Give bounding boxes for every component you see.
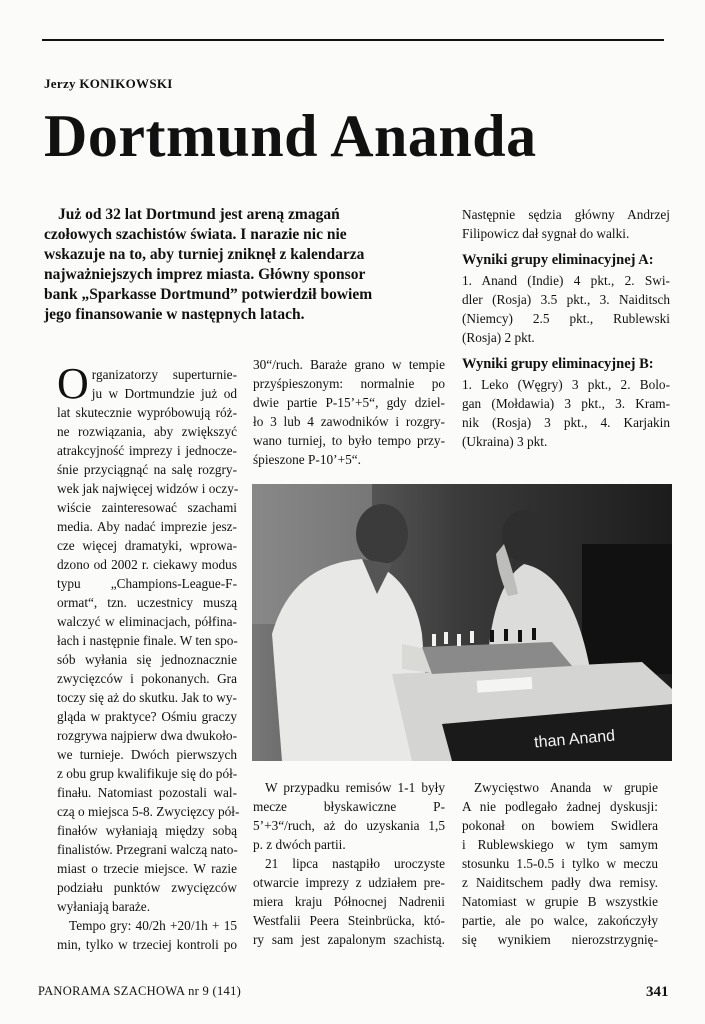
author-byline: Jerzy KONIKOWSKI (44, 76, 173, 91)
text-line: 21 lipca nastąpiło uroczyste (265, 856, 445, 871)
text-line: sób wyłania się jednoznacznie (57, 652, 237, 667)
text-line: miast o trzecie miejsce. W razie (57, 861, 237, 876)
text-line: ne rozwiązania, aby zwiększyć (57, 424, 237, 439)
text-line: gan (Mołdawia) 3 pkt., 3. Kram- (462, 396, 670, 411)
text-line: (Ukraina) 3 pkt. (462, 434, 548, 449)
text-line: Filipowicz dał sygnał do walki. (462, 226, 630, 241)
text-line: Następnie sędzia główny Andrzej (462, 207, 670, 222)
text-line: finalistów. Przegrani walczą nato- (57, 842, 238, 857)
text-line: partie, ale po walce, zakończyły (462, 913, 658, 928)
text-line: Westfalii Peera Steinbrücka, któ- (253, 913, 445, 928)
text-line: śnie przyciągnąć na salę rozgry- (57, 462, 237, 477)
footer-magazine: PANORAMA SZACHOWA nr 9 (141) (38, 984, 242, 998)
text-line: ormat“, tzn. uczestnicy muszą (57, 595, 237, 610)
text-line: finałów wyłaniają między sobą (57, 823, 237, 838)
text-line: A nie podlegało żadnej dyskusji: (462, 799, 658, 814)
text-line: wyłaniają baraże. (57, 899, 151, 914)
text-line: ju w Dortmundzie już od (91, 386, 237, 401)
text-line: podziału punktów zwycięzców (57, 880, 237, 895)
text-line: śpieszone P-10’+5“. (253, 452, 361, 467)
text-line: stosunku 1.5-0.5 i tylko w meczu (462, 856, 658, 871)
lead-line: wskazuje na to, aby turniej zniknęł z kalendarza (44, 246, 365, 263)
text-line: czą o miejsca 5-8. Zwycięzcy pół- (57, 804, 240, 819)
lead-line: czołowych szachistów świata. I narazie nic nie (44, 226, 347, 243)
lead-paragraph (44, 205, 439, 325)
text-line: ło 3 lub 4 zawodników i rozgry- (253, 414, 445, 429)
nameplate-text: than Anand (533, 727, 616, 752)
text-line: dler (Rosja) 3.5 pkt., 3. Naiditsch (462, 292, 670, 307)
text-line: przyśpieszonym: normalnie po (253, 376, 445, 391)
text-line: z Naiditschem padły dwa remisy. (462, 875, 658, 890)
text-line: (Rosja) 2 pkt. (462, 330, 535, 345)
page-number: 341 (646, 984, 669, 1000)
text-line: 30“/ruch. Baraże grano w tempie (253, 357, 445, 372)
photo-illustration (252, 484, 672, 761)
text-line: zwycięzców i pokonanych. Gra (57, 671, 237, 686)
text-line: toczy się aż do skutku. Jak to wy- (57, 690, 237, 705)
top-rule (42, 39, 664, 41)
text-line: Tempo gry: 40/2h +20/1h + 15 (69, 918, 237, 933)
article-title: Dortmund Ananda (44, 103, 537, 169)
text-line: lat skutecznie wypróbowują róż- (57, 405, 237, 420)
body-column-1 (57, 359, 240, 954)
text-line: ry sam jest zapalonym szachistą. (253, 932, 445, 947)
text-line: łach i następnie finale. W ten spo- (57, 633, 238, 648)
text-line: wiście zainteresować szachami (57, 500, 237, 515)
text-line: W przypadku remisów 1-1 były (265, 780, 445, 795)
text-line: gląda w praktyce? Ośmiu graczy (57, 709, 237, 724)
text-line: Natomiast w grupie B wszystkie (462, 894, 658, 909)
text-line: wek jak najwięcej widzów i oczy- (57, 481, 239, 496)
lead-line: najważniejszych imprez miasta. Główny sponsor (44, 266, 366, 283)
text-line: się wynikiem nierozstrzygnię- (462, 932, 658, 947)
text-line: (Niemcy) 2.5 pkt., Rublewski (462, 311, 670, 326)
lead-line: bank „Sparkasse Dortmund” potwierdził bowiem (44, 286, 373, 303)
text-line: dzono od 2002 r. ciekawy modus (57, 557, 237, 572)
text-line: miera kraju Północnej Nadrenii (253, 894, 445, 909)
drop-cap: O (57, 359, 89, 408)
text-line: i Rublewskiego w tym samym (462, 837, 658, 852)
photo-chess-players (252, 484, 672, 761)
text-line: nik (Rosja) 3 pkt., 4. Karjakin (462, 415, 670, 430)
text-line: otwarcie imprezy z udziałem pre- (253, 875, 445, 890)
text-line: 1. Anand (Indie) 4 pkt., 2. Swi- (462, 273, 670, 288)
text-line: media. Aby nadać imprezie jesz- (57, 519, 237, 534)
text-line: 1. Leko (Węgry) 3 pkt., 2. Bolo- (462, 377, 670, 392)
lead-line: jego finansowanie w następnych latach. (44, 306, 305, 323)
group-b-heading: Wyniki grupy eliminacyjnej B: (462, 356, 654, 372)
text-line: 5’+3“/ruch, aż do uzyskania 1,5 (253, 818, 445, 833)
text-line: min, tylko w trzeciej kontroli po (57, 937, 237, 952)
text-line: Zwycięstwo Ananda w grupie (474, 780, 658, 795)
results-column (462, 205, 670, 451)
body-column-4 (253, 778, 445, 949)
body-column-2 (253, 355, 445, 469)
text-line: typu „Champions-League-F- (57, 576, 237, 591)
text-line: z obu grup kwalifikuje się do pół- (57, 766, 238, 781)
text-line: wano turniej, to było tempo przy- (253, 433, 445, 448)
text-line: atrakcyjność imprezy i jednocze- (57, 443, 237, 458)
text-line: mecze błyskawiczne P- (253, 799, 445, 814)
text-line: we turnieje. Dwóch pierwszych (57, 747, 237, 762)
text-line: cze więcej dramatyki, wprowa- (57, 538, 237, 553)
text-line: rganizatorzy superturnie- (91, 367, 237, 382)
text-line: dwie partie P-15’+5“, gdy dziel- (253, 395, 445, 410)
body-column-5 (462, 778, 658, 949)
lead-line: Już od 32 lat Dortmund jest areną zmagań (58, 206, 340, 223)
text-line: finału. Natomiast pozostali wal- (57, 785, 237, 800)
text-line: walczyć w eliminacjach, półfina- (57, 614, 237, 629)
text-line: pokonał on bowiem Swidlera (462, 818, 658, 833)
group-a-heading: Wyniki grupy eliminacyjnej A: (462, 252, 654, 268)
text-line: rozgrywa najpierw dwa dwukoło- (57, 728, 237, 743)
text-line: p. z dwóch partii. (253, 837, 346, 852)
